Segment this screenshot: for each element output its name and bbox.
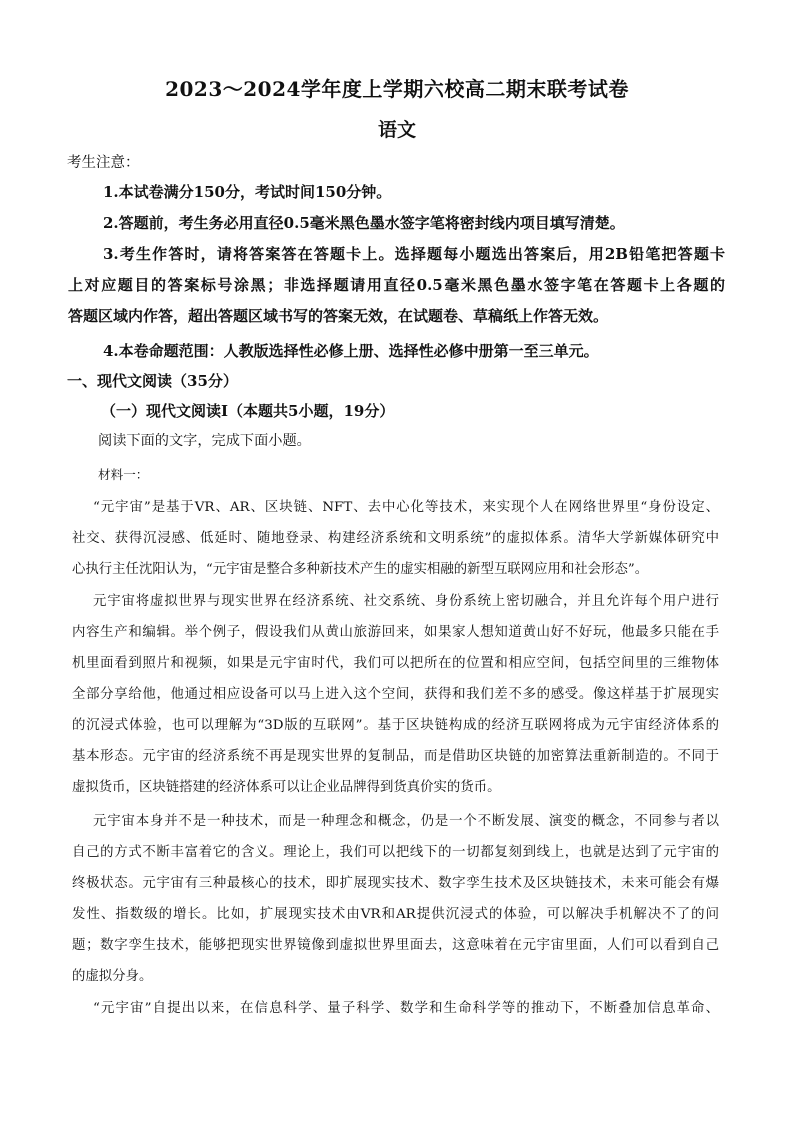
passage-line: 自己的方式不断丰富着它的含义。理论上，我们可以把线下的一切都复刻到线上，也就是达到了元宇宙的: [72, 845, 719, 860]
exam-title: 2023～2024学年度上学期六校高二期末联考试卷: [165, 77, 629, 101]
notice-item-3: 3.考生作答时，请将答案答在答题卡上。选择题每小题选出答案后，用2B铅笔把答题卡: [103, 245, 725, 263]
notice-item-1: 1.本试卷满分150分，考试时间150分钟。: [103, 183, 392, 201]
passage-line: 元宇宙本身并不是一种技术，而是一种理念和概念，仍是一个不断发展、演变的概念，不同参与者以: [93, 814, 719, 829]
notice-item-4: 4.本卷命题范围：人教版选择性必修上册、选择性必修中册第一至三单元。: [103, 342, 599, 360]
passage-line: 发性、指数级的增长。比如，扩展现实技术由VR和AR提供沉浸式的体验，可以解决手机解决不了的问: [72, 907, 719, 922]
notice-heading: 考生注意：: [67, 155, 140, 171]
passage-line: 心执行主任沈阳认为，“元宇宙是整合多种新技术产生的虚实相融的新型互联网应用和社会形态”。: [72, 562, 649, 577]
passage-line: 元宇宙将虚拟世界与现实世界在经济系统、社交系统、身份系统上密切融合，并且允许每个用户进行: [93, 594, 719, 609]
passage-line: 内容生产和编辑。举个例子，假设我们从黄山旅游回来，如果家人想知道黄山好不好玩，他最多只能在手: [72, 625, 719, 640]
material-label: 材料一：: [98, 467, 149, 482]
passage-line: 的沉浸式体验，也可以理解为“3D版的互联网”。基于区块链构成的经济互联网将成为元宇宙经济体系的: [72, 718, 719, 733]
passage-line: 虚拟货币，区块链搭建的经济体系可以让企业品牌得到货真价实的货币。: [72, 780, 501, 795]
passage-line: “元宇宙”是基于VR、AR、区块链、NFT、去中心化等技术，来实现个人在网络世界里“身份设定、: [93, 500, 719, 515]
passage-line: “元宇宙”自提出以来，在信息科学、量子科学、数学和生命科学等的推动下，不断叠加信息革命、: [93, 1001, 719, 1016]
passage-line: 的虚拟分身。: [72, 969, 153, 984]
notice-item-3-cont-2: 答题区域内作答，超出答题区域书写的答案无效，在试题卷、草稿纸上作答无效。: [68, 307, 609, 325]
passage-line: 基本形态。元宇宙的经济系统不再是现实世界的复制品，而是借助区块链的加密算法重新制造的。不同于: [72, 749, 719, 764]
section-1-heading: 一、现代文阅读（35分）: [67, 372, 238, 390]
reading-instruction: 阅读下面的文字，完成下面小题。: [98, 433, 311, 449]
notice-item-2: 2.答题前，考生务必用直径0.5毫米黑色墨水签字笔将密封线内项目填写清楚。: [103, 214, 625, 232]
notice-item-3-cont-1: 上对应题目的答案标号涂黑；非选择题请用直径0.5毫米黑色墨水签字笔在答题卡上各题的: [68, 276, 725, 294]
passage-line: 全部分享给他，他通过相应设备可以马上进入这个空间，获得和我们差不多的感受。像这样基于扩展现实: [72, 687, 719, 702]
passage-line: 机里面看到照片和视频，如果是元宇宙时代，我们可以把所在的位置和相应空间，包括空间里的三维物体: [72, 656, 719, 671]
passage-line: 题；数字孪生技术，能够把现实世界镜像到虚拟世界里面去，这意味着在元宇宙里面，人们可以看到自己: [72, 938, 719, 953]
passage-line: 社交、获得沉浸感、低延时、随地登录、构建经济系统和文明系统”的虚拟体系。清华大学新媒体研究中: [72, 531, 719, 546]
section-1-sub-heading: （一）现代文阅读Ⅰ（本题共5小题，19分）: [101, 402, 395, 420]
passage-line: 终极状态。元宇宙有三种最核心的技术，即扩展现实技术、数字孪生技术及区块链技术，未来可能会有爆: [72, 876, 719, 891]
subject-title: 语文: [377, 119, 416, 141]
